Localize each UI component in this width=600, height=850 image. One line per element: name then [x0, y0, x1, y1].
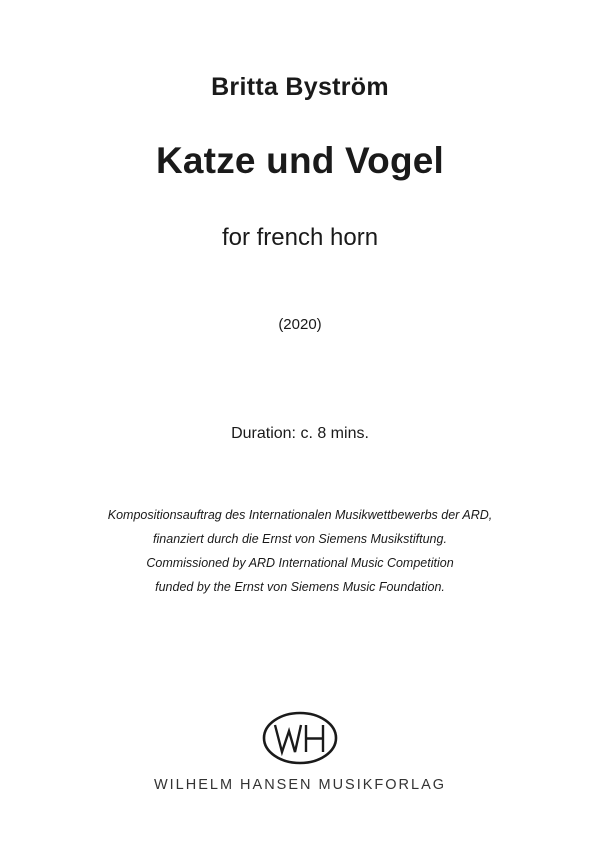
work-title: Katze und Vogel	[155, 140, 445, 181]
commission-credits	[0, 503, 600, 599]
credit-line: finanziert durch die Ernst von Siemens Musikstiftung.	[153, 532, 447, 546]
logo-letter-w	[275, 725, 301, 752]
credit-line: funded by the Ernst von Siemens Music Foundation.	[155, 580, 445, 594]
credit-line: Commissioned by ARD International Music Competition	[146, 556, 454, 570]
credit-line: Kompositionsauftrag des Internationalen Musikwettbewerbs der ARD,	[107, 508, 493, 522]
wh-monogram-icon	[261, 710, 339, 766]
composition-year: (2020)	[278, 316, 322, 333]
composer-name: Britta Byström	[211, 73, 389, 101]
publisher-name: WILHELM HANSEN MUSIKFORLAG	[153, 777, 447, 793]
instrumentation: for french horn	[221, 224, 379, 251]
duration: Duration: c. 8 mins.	[231, 425, 369, 442]
